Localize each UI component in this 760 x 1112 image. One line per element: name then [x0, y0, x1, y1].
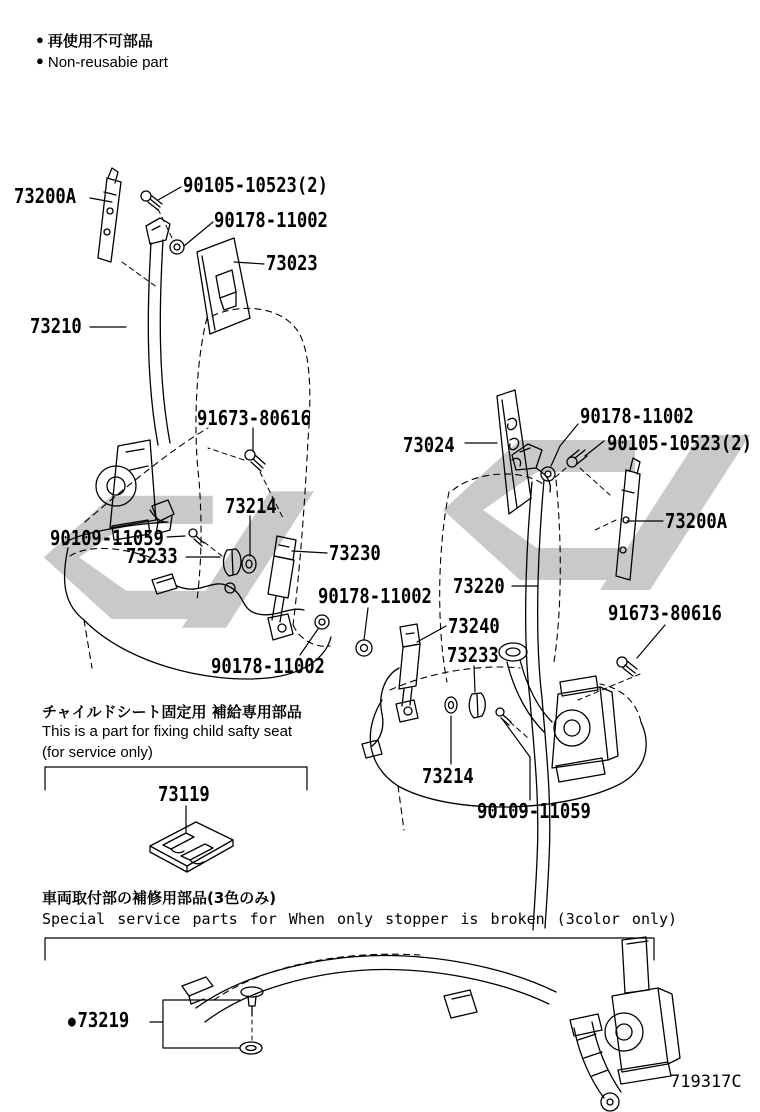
part-label-90105-right: 90105-10523(2): [607, 431, 752, 455]
pillar-trim-73023: [197, 238, 250, 334]
child-seat-note-en2: (for service only): [42, 744, 153, 761]
part-label-90178-mid: 90178-11002: [318, 584, 432, 608]
clip-73233-right: [469, 693, 485, 718]
part-label-73024: 73024: [403, 433, 455, 457]
part-label-73214-left: 73214: [225, 494, 277, 518]
child-seat-clip-73119: [150, 822, 233, 872]
part-label-73219: ●73219: [68, 1008, 130, 1032]
screw-90109-left: [189, 529, 204, 546]
diagram-code: 719317C: [670, 1072, 742, 1092]
child-seat-note-jp: チャイルドシート固定用 補給専用部品: [42, 703, 302, 721]
part-label-73233-left: 73233: [126, 544, 178, 568]
nut-mid: [356, 640, 372, 656]
part-label-91673-right: 91673-80616: [608, 601, 722, 625]
section-frames: [45, 767, 654, 960]
part-label-73210: 73210: [30, 314, 82, 338]
part-label-90109-left: 90109-11059: [50, 526, 164, 550]
child-seat-note-en1: This is a part for fixing child safty seat: [42, 723, 293, 740]
part-label-73023: 73023: [266, 251, 318, 275]
bolt-91673-right: [617, 657, 637, 676]
part-label-90178-left-lower: 90178-11002: [211, 654, 325, 678]
part-label-73233-right: 73233: [447, 643, 499, 667]
stopper-note-jp: 車両取付部の補修用部品(3色のみ): [42, 889, 277, 907]
note-non-reusable-jp: ● 再使用不可部品: [36, 32, 153, 50]
screw-90109-right: [496, 708, 511, 725]
part-label-73200A-left: 73200A: [14, 184, 77, 208]
part-label-90105-left: 90105-10523(2): [183, 173, 328, 197]
bolt-91673-left: [245, 450, 265, 471]
bolt-left-upper: [141, 191, 162, 210]
washer-73214-right: [445, 697, 457, 713]
bullet-icon: ●: [36, 32, 44, 47]
part-label-90109-right: 90109-11059: [477, 799, 591, 823]
nut-left-lower: [315, 615, 329, 629]
stopper-note-en: Special service parts for When only stopper is broken (3color only): [42, 910, 678, 928]
note-non-reusable-en: ● Non-reusabie part: [36, 53, 168, 71]
part-label-90178-right-upper: 90178-11002: [580, 404, 694, 428]
nut-left-upper: [170, 240, 184, 254]
part-label-73220: 73220: [453, 574, 505, 598]
part-label-91673-left: 91673-80616: [197, 406, 311, 430]
stopper-assembly-73219: [182, 937, 680, 1111]
bullet-icon: ●: [68, 1012, 76, 1030]
part-label-73240: 73240: [448, 614, 500, 638]
part-label-73230: 73230: [329, 541, 381, 565]
part-label-73119: 73119: [158, 782, 210, 806]
bullet-icon: ●: [36, 53, 44, 68]
adjuster-rail-left: [98, 168, 121, 262]
part-label-73214-right: 73214: [422, 764, 474, 788]
retractor-right: [552, 676, 618, 782]
part-label-90178-left-upper: 90178-11002: [214, 208, 328, 232]
part-label-73200A-right: 73200A: [665, 509, 728, 533]
